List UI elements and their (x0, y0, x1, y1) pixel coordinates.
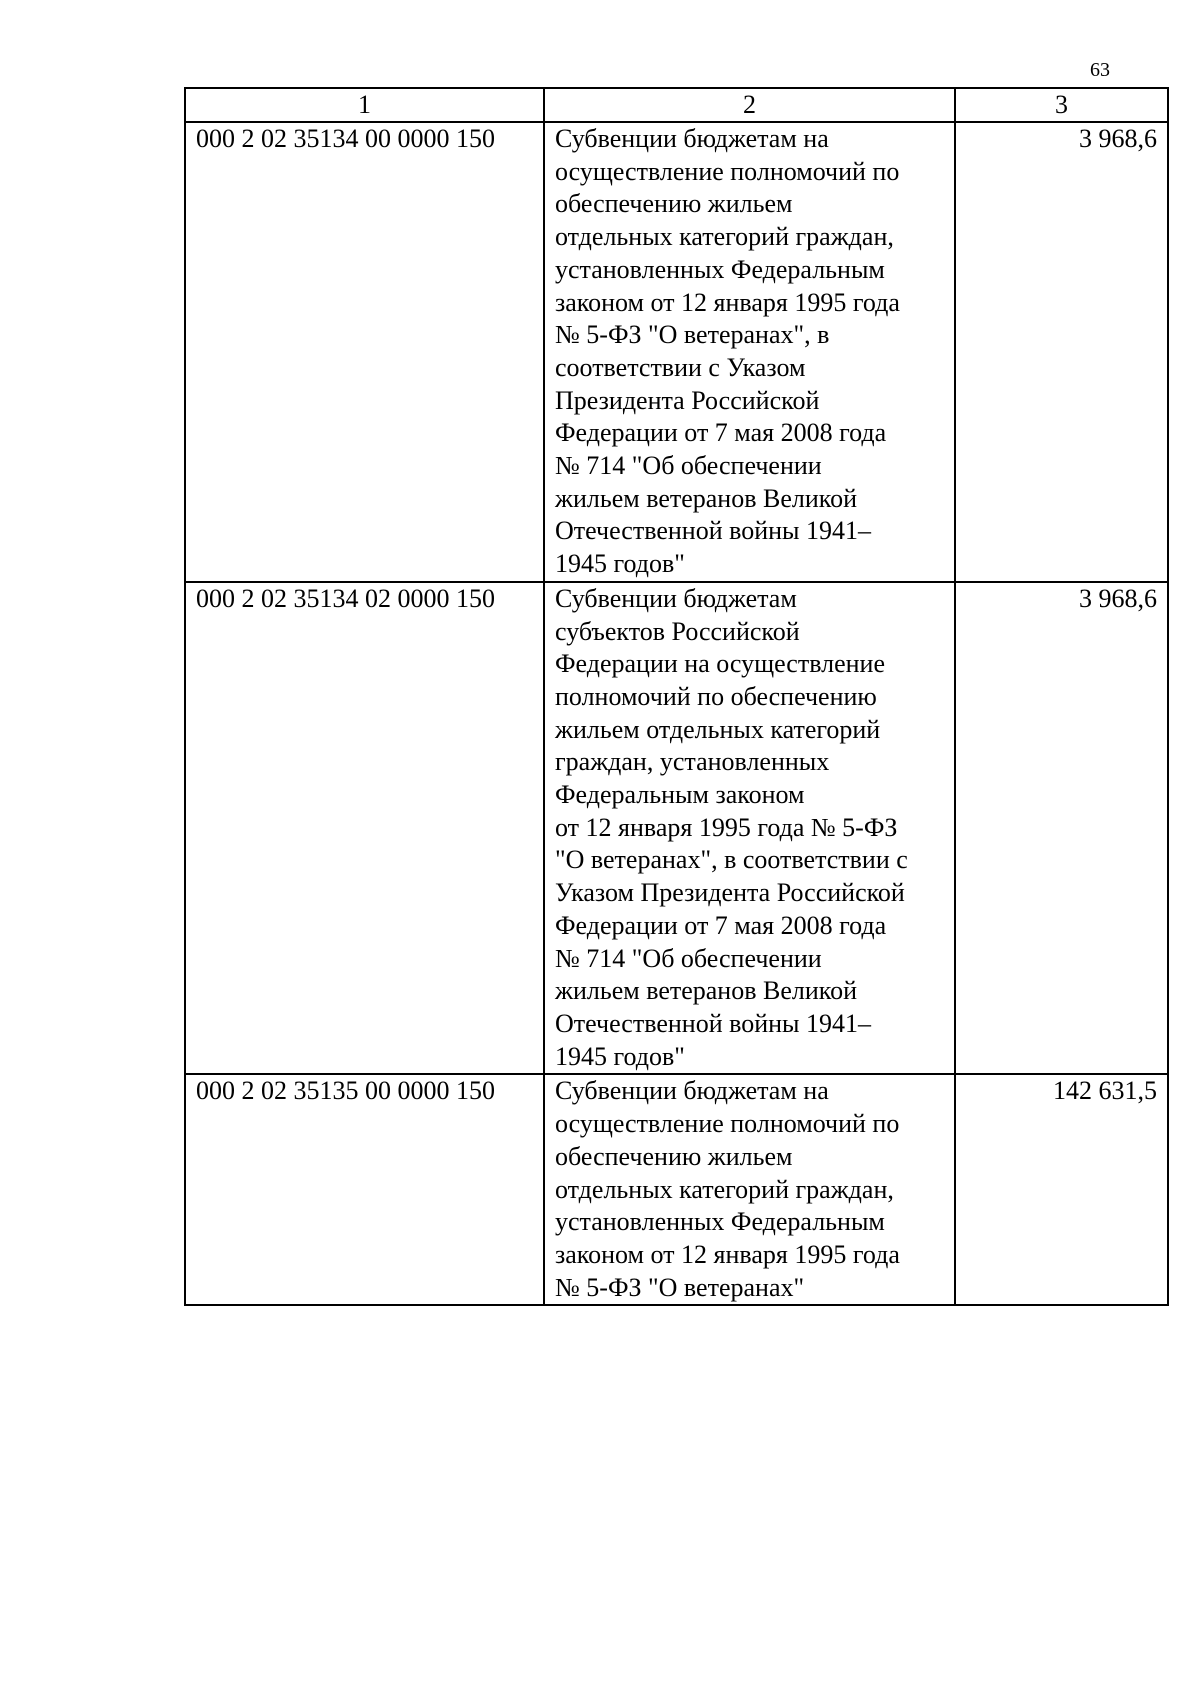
description-line: обеспечению жильем (555, 189, 793, 219)
description-line: установленных Федеральным (555, 1207, 885, 1237)
description-line: жильем ветеранов Великой (555, 976, 857, 1006)
description-line: жильем ветеранов Великой (555, 483, 857, 513)
description-line: Президента Российской (555, 385, 820, 415)
description-line: обеспечению жильем (555, 1141, 793, 1171)
description-line: № 714 "Об обеспечении (555, 943, 822, 973)
row-description (544, 582, 955, 1075)
budget-table (184, 87, 1169, 1306)
column-header-amount: 3 (955, 88, 1168, 122)
description-line: № 5-ФЗ "О ветеранах" (555, 1272, 805, 1302)
description-line: 1945 годов" (555, 549, 685, 579)
description-line: полномочий по обеспечению (555, 681, 877, 711)
description-line: осуществление полномочий по (555, 156, 900, 186)
description-line: Федерации на осуществление (555, 649, 886, 679)
description-line: установленных Федеральным (555, 254, 885, 284)
table-row (185, 122, 1168, 582)
description-line: Субвенции бюджетам на (555, 1076, 829, 1106)
column-header-description: 2 (544, 88, 955, 122)
row-code: 000 2 02 35134 00 0000 150 (185, 122, 544, 582)
table-row (185, 1074, 1168, 1305)
description-line: № 5-ФЗ "О ветеранах", в (555, 320, 830, 350)
page-number: 63 (1090, 59, 1110, 81)
description-line: Субвенции бюджетам на (555, 124, 829, 153)
column-header-code: 1 (185, 88, 544, 122)
description-line: "О ветеранах", в соответствии с (555, 845, 908, 875)
description-line: Субвенции бюджетам (555, 583, 797, 613)
description-line: Федерации от 7 мая 2008 года (555, 910, 887, 940)
description-line: Федеральным законом (555, 780, 805, 810)
description-line: от 12 января 1995 года № 5-ФЗ (555, 812, 898, 842)
description-line: Указом Президента Российской (555, 878, 905, 908)
description-line: граждан, установленных (555, 747, 830, 777)
row-description (544, 1074, 955, 1305)
row-amount: 3 968,6 (955, 582, 1168, 1075)
description-line: отдельных категорий граждан, (555, 222, 894, 252)
description-line: жильем отдельных категорий (555, 714, 881, 744)
description-line: субъектов Российской (555, 616, 800, 646)
description-line: отдельных категорий граждан, (555, 1174, 894, 1204)
description-line: законом от 12 января 1995 года (555, 1239, 900, 1269)
description-line: № 714 "Об обеспечении (555, 451, 822, 481)
description-line: соответствии с Указом (555, 352, 806, 382)
row-description (544, 122, 955, 582)
table-row (185, 582, 1168, 1075)
description-line: Федерации от 7 мая 2008 года (555, 418, 887, 448)
description-line: Отечественной войны 1941– (555, 516, 871, 546)
row-amount: 3 968,6 (955, 122, 1168, 582)
row-code: 000 2 02 35135 00 0000 150 (185, 1074, 544, 1305)
description-line: осуществление полномочий по (555, 1109, 900, 1139)
table-header-row (185, 88, 1168, 122)
row-code: 000 2 02 35134 02 0000 150 (185, 582, 544, 1075)
description-line: 1945 годов" (555, 1041, 685, 1071)
description-line: Отечественной войны 1941– (555, 1008, 871, 1038)
description-line: законом от 12 января 1995 года (555, 287, 900, 317)
row-amount: 142 631,5 (955, 1074, 1168, 1305)
